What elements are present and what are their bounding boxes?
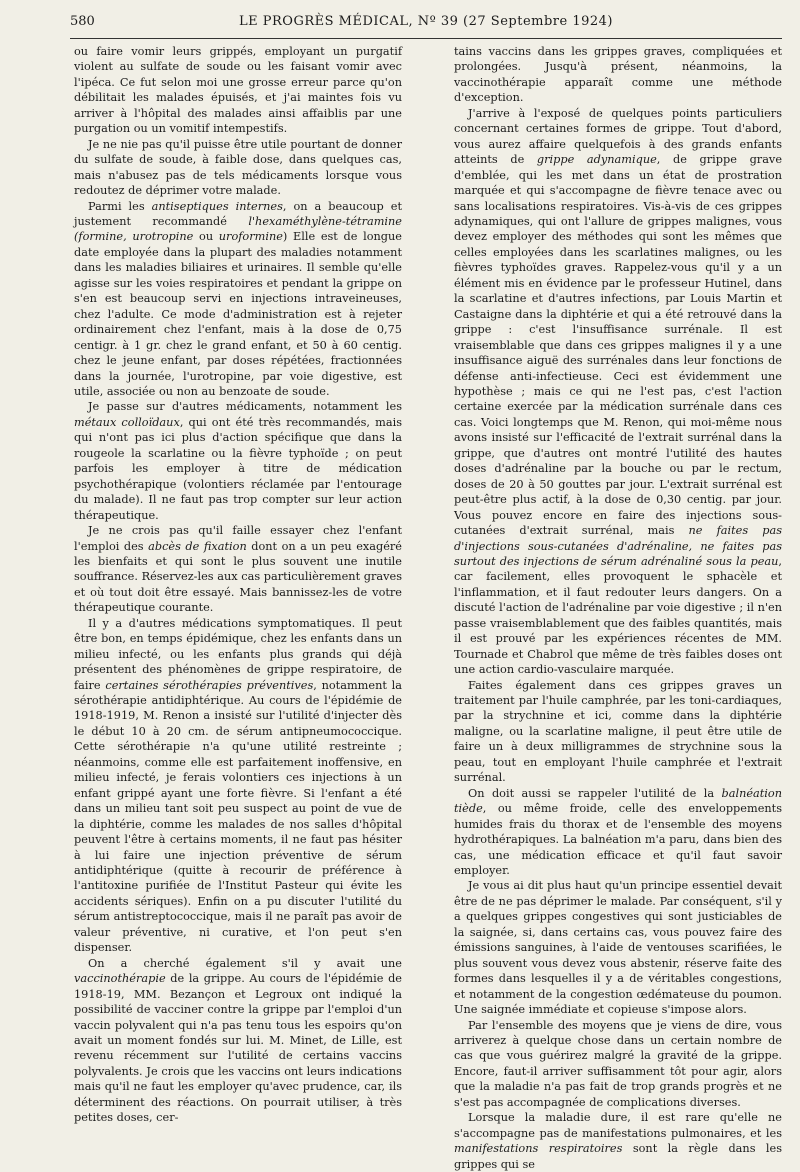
text-run: On a cherché également s'il y avait une: [88, 956, 402, 970]
text-run: Lorsque la maladie dure, il est rare qu'elle ne s'accompagne pas de manifestations pulmonaires, et les: [454, 1111, 782, 1140]
italic-text: balnéation tiède: [454, 786, 782, 816]
paragraph: [74, 523, 402, 616]
left-column: [74, 44, 402, 1125]
paragraph: [454, 786, 782, 879]
text-run: , on a beaucoup et justement recommandé: [74, 199, 402, 228]
italic-text: l'hexaméthylène-tétramine (formine, urotropine: [74, 214, 402, 244]
text-run: ) Elle est de longue date employée dans la plupart des maladies notamment dans les maladies biliaires et urinaires. Il semble qu'elle agisse sur les voies respiratoires et pendant la grippe on s'en est beaucoup servi en injections intraveineuses, chez l'adulte. Ce mode d'administration est à rejeter ordinairement chez l'enfant, mais à la dose de 0,75 centigr. à 1 gr. chez le grand enfant, et 50 à 60 centig. chez le jeune enfant, par doses répétées, fractionnées dans la journée, l'urotropine, par voie digestive, est utile, associée ou non au benzoate de soude.: [74, 230, 402, 398]
right-column: [454, 44, 783, 1171]
header-rule: [70, 38, 782, 39]
italic-text: manifestations respiratoires: [454, 1142, 623, 1156]
paragraph: [74, 137, 402, 199]
text-run: Je vous ai dit plus haut qu'un principe essentiel devait être de ne pas déprimer le malade. Par conséquent, s'il y a quelques grippes congestives qui sont justiciables de la saignée, si, dans certains cas, vous pouvez faire des émissions sanguines, à l'aide de ventouses scarifiées, le plus souvent vous devez vous abstenir, réserve faite des formes dans lesquelles il y a de véritables congestions, et notamment de la congestion œdémateuse du poumon. Une saignée immédiate et copieuse s'impose alors.: [454, 879, 782, 1017]
paragraph: [454, 878, 782, 1017]
italic-text: ne faites pas d'injections sous-cutanées d'adrénaline, ne faites pas surtout des injections de sérum adrénaliné sous la peau: [454, 524, 782, 568]
italic-text: métaux colloïdaux: [74, 415, 180, 429]
text-run: de la grippe. Au cours de l'épidémie de 1918-19, MM. Bezançon et Legroux ont indiqué la possibilité de vacciner contre la grippe par l'emploi d'un vaccin polyvalent qui n'a pas tenu tous les espoirs qu'on avait un moment fondés sur lui. M. Minet, de Lille, est revenu récemment sur l'utilité de certains vaccins polyvalents. Je crois que les vaccins ont leurs indications mais qu'il ne faut les employer qu'avec prudence, car, ils déterminent des réactions. On pourrait utiliser, à très petites doses, cer-: [74, 972, 402, 1125]
text-run: , qui ont été très recommandés, mais qui n'ont pas ici plus d'action spécifique que dans la rougeole la scarlatine ou la fièvre typhoïde ; on peut parfois les employer à titre de médication psychothérapique (volontiers réclamée par l'entourage du malade). Il ne faut pas trop compter sur leur action thérapeutique.: [74, 415, 402, 522]
text-run: dont on a un peu exagéré les bienfaits et qui sont le plus souvent une inutile souffrance. Réservez-les aux cas particulièrement graves et où tout doit être essayé. Mais bannissez-les de votre thérapeutique courante.: [74, 539, 402, 615]
paragraph: [74, 616, 402, 956]
italic-text: grippe adynamique: [536, 153, 657, 167]
running-title: LE PROGRÈS MÉDICAL, Nº 39 (27 Septembre 1924): [239, 14, 613, 29]
text-run: Il y a d'autres médications symptomatiques. Il peut être bon, en temps épidémique, chez les enfants dans un milieu infecté, ou les enfants plus grands qui déjà présentent des phénomènes de grippe respiratoire, de faire: [74, 616, 402, 692]
paragraph: [74, 199, 402, 400]
text-run: , car facilement, elles provoquent le sphacèle et l'inflammation, et il faut redouter leurs dangers. On a discuté l'action de l'adrénaline par voie digestive ; il n'en passe vraisemblablement que des faibles quantités, mais il est prouvé par les expériences récentes de MM. Tournade et Chabrol que même de très faibles doses ont une action cardio-vasculaire marquée.: [454, 554, 782, 677]
text-run: , notamment la sérothérapie antidiphtérique. Au cours de l'épidémie de 1918-1919, M. Renon a insisté sur l'utilité d'injecter dès le début 10 à 20 cm. de sérum antipneumococcique. Cette sérothérapie n'a qu'une utilité restreinte ; néanmoins, comme elle est parfaitement inoffensive, en milieu infecté, je ferais volontiers ces injections à un enfant grippé ayant une forte fièvre. Si l'enfant a été dans un milieu tant soit peu suspect au point de vue de la diphtérie, comme les malades de nos salles d'hôpital peuvent l'être à certains moments, il ne faut pas hésiter à lui faire une injection préventive de sérum antidiphtérique (quitte à recourir de préférence à l'antitoxine purifiée de l'Institut Pasteur qui évite les accidents sériques). Enfin on a pu discuter l'utilité du sérum antistreptococcique, mais il ne paraît pas avoir de valeur préventive, ni curative, et l'on peut s'en dispenser.: [74, 678, 402, 955]
paragraph: [454, 44, 782, 106]
text-run: ou: [193, 230, 219, 244]
italic-text: abcès de fixation: [148, 539, 247, 553]
text-run: Je ne crois pas qu'il faille essayer chez l'enfant l'emploi des: [74, 524, 402, 553]
text-run: On doit aussi se rappeler l'utilité de la: [468, 786, 722, 800]
page-number: 580: [70, 14, 95, 29]
text-run: , ou même froide, celle des enveloppements humides frais du thorax et de l'ensemble des moyens hydrothérapiques. La balnéation m'a paru, dans bien des cas, une médication efficace et qu'il faut savoir employer.: [454, 802, 782, 878]
paragraph: [454, 1110, 782, 1172]
text-run: sont la règle dans les grippes qui se: [454, 1142, 783, 1171]
paragraph: [74, 956, 402, 1126]
text-run: Faites également dans ces grippes graves un traitement par l'huile camphrée, par les toni-cardiaques, par la strychnine et ici, comme dans la diphtérie maligne, ou la scarlatine maligne, il peut être utile de faire un à deux milligrammes de strychnine sous la peau, tout en employant l'huile camphrée et l'extrait surrénal.: [454, 678, 782, 785]
text-run: ou faire vomir leurs grippés, employant un purgatif violent au sulfate de soude ou les faisant vomir avec l'ipéca. Ce fut selon moi une grosse erreur parce qu'on débilitait les malades épuisés, et j'ai maintes fois vu arriver à l'hôpital des malades ainsi affaiblis par une purgation ou un vomitif intempestifs.: [74, 45, 402, 136]
text-run: Par l'ensemble des moyens que je viens de dire, vous arriverez à quelque chose dans un certain nombre de cas que vous guérirez malgré la gravité de la grippe. Encore, faut-il arriver suffisamment tôt pour agir, alors que la maladie n'a pas fait de trop grands progrès et ne s'est pas accompagnée de complications diverses.: [454, 1018, 782, 1109]
text-run: J'arrive à l'exposé de quelques points particuliers concernant certaines formes de grippe. Tout d'abord, vous aurez affaire quelquefois à des grands enfants atteints de: [454, 106, 782, 167]
text-run: tains vaccins dans les grippes graves, compliquées et prolongées. Jusqu'à présent, néanmoins, la vaccinothérapie apparaît comme une méthode d'exception.: [454, 45, 782, 105]
paragraph: [454, 106, 782, 678]
paragraph: [74, 399, 402, 523]
paragraph: [454, 1018, 782, 1111]
text-run: Je passe sur d'autres médicaments, notamment les: [88, 400, 402, 414]
italic-text: vaccinothérapie: [74, 972, 166, 986]
italic-text: uroformine: [218, 230, 283, 244]
paragraph: [74, 44, 402, 137]
running-header: [70, 14, 782, 36]
paragraph: [454, 678, 782, 786]
italic-text: certaines sérothérapies préventives: [105, 678, 314, 692]
text-run: Je ne nie pas qu'il puisse être utile pourtant de donner du sulfate de soude, à faible dose, dans quelques cas, mais n'abusez pas de tels médicaments lorsque vous redoutez de déprimer votre malade.: [74, 137, 402, 198]
text-run: , de grippe grave d'emblée, qui les met dans un état de prostration marquée et qui s'accompagne de fièvre tenace avec ou sans localisations respiratoires. Vis-à-vis de ces grippes adynamiques, qui ont l'allure de grippes malignes, vous devez employer des méthodes qui sont les mêmes que celles employées dans les scarlatines malignes, ou les fièvres typhoïdes graves. Rappelez-vous qu'il y a un élément mis en évidence par le professeur Hutinel, dans la scarlatine et d'autres infections, par Louis Martin et Castaigne dans la diphtérie et qui a été retrouvé dans la grippe : c'est l'insuffisance surrénale. Il est vraisemblable que dans ces grippes malignes il y a une insuffisance aiguë des surrénales dans leur fonctions de défense anti-infectieuse. Ceci est évidemment une hypothèse ; mais ce qui ne l'est pas, c'est l'action certaine exercée par la médication surrénale dans ces cas. Voici longtemps que M. Renon, qui moi-même nous avons insisté sur l'efficacité de l'extrait surrénal dans la grippe, que d'autres ont montré l'utilité des hautes doses d'adrénaline par la bouche ou par le rectum, doses de 20 à 50 gouttes par jour. L'extrait surrénal est peut-être plus actif, à la dose de 0,30 centig. par jour. Vous pouvez encore en faire des injections sous-cutanées d'extrait surrénal, mais: [454, 153, 782, 538]
italic-text: antiseptiques internes: [151, 199, 283, 213]
text-run: Parmi les: [88, 199, 152, 213]
